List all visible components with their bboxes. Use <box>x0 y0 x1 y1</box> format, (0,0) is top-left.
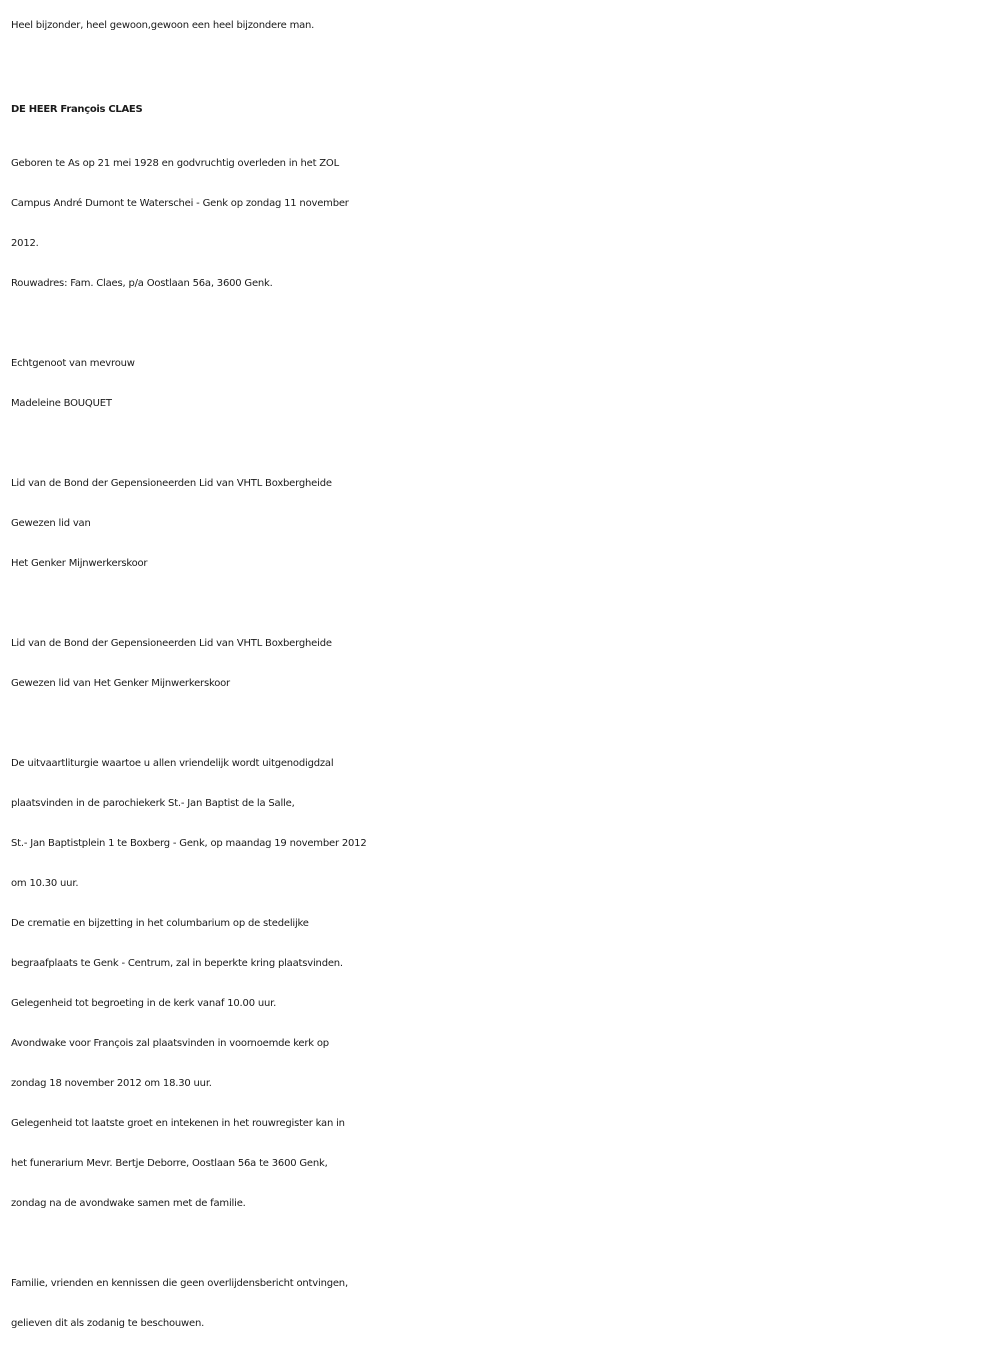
spacer <box>11 424 991 464</box>
paragraph-line: St.- Jan Baptistplein 1 te Boxberg - Genk, op maandag 19 november 2012 <box>11 838 367 849</box>
paragraph-line: Campus André Dumont te Waterschei - Genk op zondag 11 november <box>11 198 349 209</box>
page-title: DE HEER François CLAES <box>11 104 143 115</box>
paragraph-line: Gewezen lid van <box>11 518 91 529</box>
paragraph-line: Het Genker Mijnwerkerskoor <box>11 558 148 569</box>
funeral-paragraph <box>11 744 991 1224</box>
paragraph-line: Gelegenheid tot begroeting in de kerk vanaf 10.00 uur. <box>11 998 277 1009</box>
paragraph-line: om 10.30 uur. <box>11 878 79 889</box>
paragraph-line: Gelegenheid tot laatste groet en intekenen in het rouwregister kan in <box>11 1118 345 1129</box>
membership-paragraph-2 <box>11 624 991 704</box>
paragraph-line: Gewezen lid van Het Genker Mijnwerkerskoor <box>11 678 230 689</box>
membership-paragraph-1 <box>11 464 991 584</box>
spacer <box>11 304 991 344</box>
paragraph-line: Familie, vrienden en kennissen die geen overlijdensbericht ontvingen, <box>11 1278 348 1289</box>
paragraph-line: Lid van de Bond der Gepensioneerden Lid van VHTL Boxbergheide <box>11 478 332 489</box>
paragraph-line: Geboren te As op 21 mei 1928 en godvruchtig overleden in het ZOL <box>11 158 339 169</box>
paragraph-line: gelieven dit als zodanig te beschouwen. <box>11 1318 205 1329</box>
paragraph-line: De uitvaartliturgie waartoe u allen vriendelijk wordt uitgenodigdzal <box>11 758 334 769</box>
paragraph-line: 2012. <box>11 238 39 249</box>
spouse-paragraph <box>11 344 991 424</box>
birth-death-paragraph <box>11 144 991 304</box>
paragraph-line: Lid van de Bond der Gepensioneerden Lid van VHTL Boxbergheide <box>11 638 332 649</box>
paragraph-line: Avondwake voor François zal plaatsvinden in voornoemde kerk op <box>11 1038 329 1049</box>
paragraph-line: De crematie en bijzetting in het columbarium op de stedelijke <box>11 918 309 929</box>
paragraph-line: plaatsvinden in de parochiekerk St.- Jan Baptist de la Salle, <box>11 798 295 809</box>
motto-text: Heel bijzonder, heel gewoon,gewoon een heel bijzondere man. <box>11 20 315 31</box>
closing-paragraph <box>11 1264 991 1344</box>
paragraph-line: zondag na de avondwake samen met de familie. <box>11 1198 246 1209</box>
spacer <box>11 584 991 624</box>
title-block <box>11 90 991 130</box>
paragraph-line: zondag 18 november 2012 om 18.30 uur. <box>11 1078 212 1089</box>
spacer <box>11 1224 991 1264</box>
paragraph-line: Echtgenoot van mevrouw <box>11 358 135 369</box>
spouse-name: Madeleine BOUQUET <box>11 398 112 409</box>
address-line: Rouwadres: Fam. Claes, p/a Oostlaan 56a, 3600 Genk. <box>11 278 273 289</box>
spacer <box>11 704 991 744</box>
obituary-document <box>11 0 991 1344</box>
paragraph-line: het funerarium Mevr. Bertje Deborre, Oostlaan 56a te 3600 Genk, <box>11 1158 328 1169</box>
paragraph-line: begraafplaats te Genk - Centrum, zal in beperkte kring plaatsvinden. <box>11 958 343 969</box>
